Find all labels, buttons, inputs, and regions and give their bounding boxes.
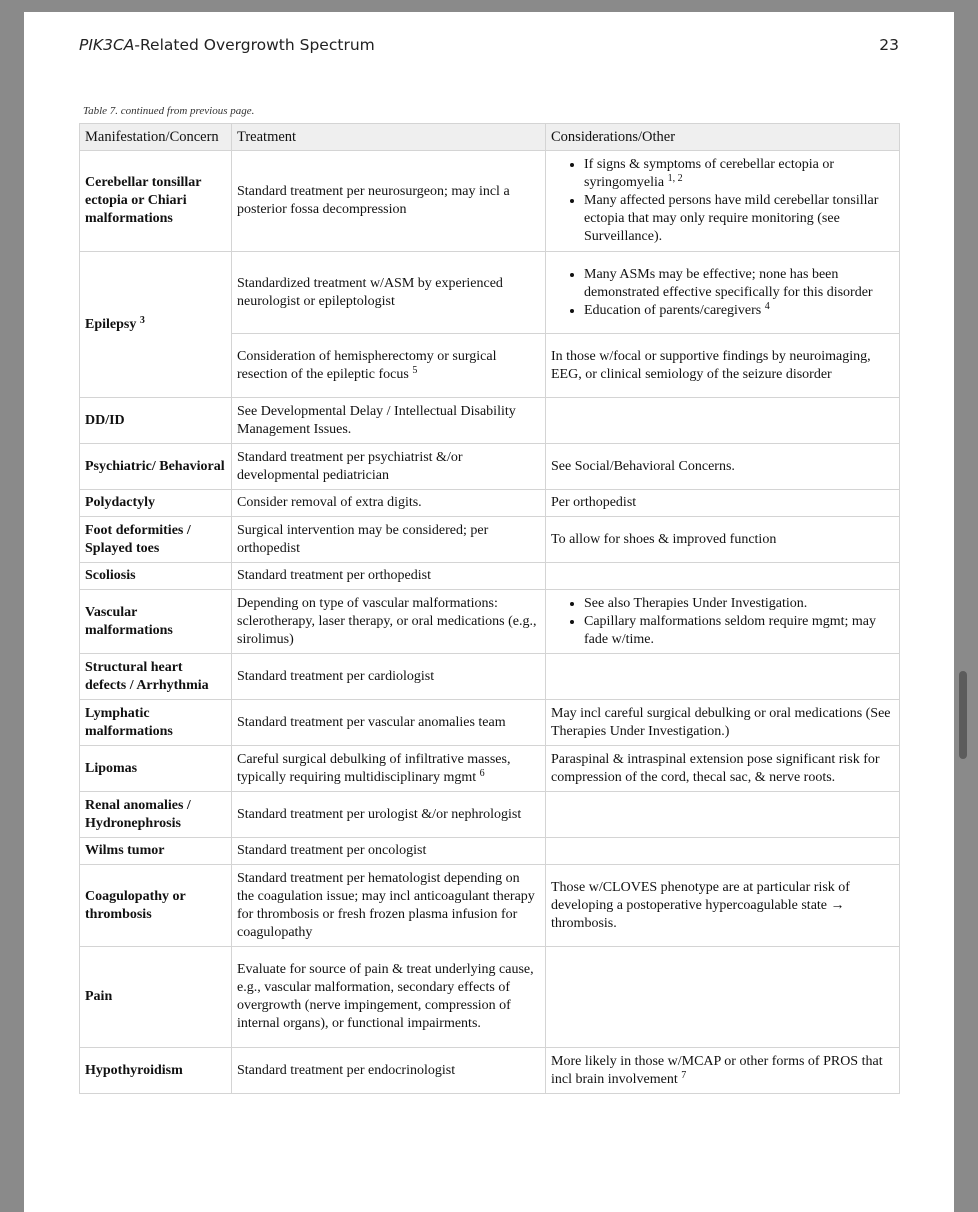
manifestation-cell: Cerebellar tonsillar ectopia or Chiari malformations (80, 151, 232, 252)
considerations-cell (546, 947, 900, 1048)
bullet-list (551, 156, 894, 246)
table-row (80, 792, 900, 838)
manifestation-cell: Foot deformities / Splayed toes (80, 517, 232, 563)
table-row (80, 838, 900, 865)
treatment-cell: Standard treatment per cardiologist (232, 654, 546, 700)
considerations-cell: Paraspinal & intraspinal extension pose significant risk for compression of the cord, thecal sac, & nerve roots. (546, 746, 900, 792)
table-caption: Table 7. continued from previous page. (83, 105, 255, 117)
table-header-row (80, 124, 900, 151)
considerations-cell (546, 563, 900, 590)
treatment-cell: Standard treatment per neurosurgeon; may incl a posterior fossa decompression (232, 151, 546, 252)
manifestation-cell: Lymphatic malformations (80, 700, 232, 746)
considerations-cell: May incl careful surgical debulking or oral medications (See Therapies Under Investigation.) (546, 700, 900, 746)
bullet-list (551, 595, 894, 649)
treatment-cell: Standardized treatment w/ASM by experienced neurologist or epileptologist (232, 252, 546, 334)
list-item: • Many affected persons have mild cerebellar tonsillar ectopia that may only require monitoring (see Surveillance). (584, 192, 894, 246)
considerations-cell (546, 151, 900, 252)
table-row (80, 746, 900, 792)
considerations-cell: Per orthopedist (546, 490, 900, 517)
table-row (80, 563, 900, 590)
list-item: • If signs & symptoms of cerebellar ectopia or syringomyelia $^{1, 2}$ (584, 156, 894, 192)
table-row (80, 151, 900, 252)
manifestation-cell: Scoliosis (80, 563, 232, 590)
treatment-cell: Evaluate for source of pain & treat underlying cause, e.g., vascular malformation, secondary effects of overgrowth (nerve impingement, compression of internal organs), or functional impairments. (232, 947, 546, 1048)
treatment-cell: Standard treatment per hematologist depending on the coagulation issue; may incl anticoagulant therapy for thrombosis or fresh frozen plasma infusion for coagulopathy (232, 865, 546, 947)
treatment-cell: Standard treatment per endocrinologist (232, 1048, 546, 1094)
table-row (80, 590, 900, 654)
considerations-cell: To allow for shoes & improved function (546, 517, 900, 563)
considerations-cell (546, 398, 900, 444)
column-header: Treatment (232, 124, 546, 151)
treatment-cell: Standard treatment per oncologist (232, 838, 546, 865)
treatment-cell: See Developmental Delay / Intellectual Disability Management Issues. (232, 398, 546, 444)
document-page (24, 12, 954, 1212)
running-header: PIK3CA-Related Overgrowth Spectrum (79, 36, 375, 54)
considerations-cell (546, 792, 900, 838)
treatment-cell: Depending on type of vascular malformations: sclerotherapy, laser therapy, or oral medications (e.g., sirolimus) (232, 590, 546, 654)
bullet-list (551, 266, 894, 320)
manifestation-cell: Polydactyly (80, 490, 232, 517)
manifestation-cell: Structural heart defects / Arrhythmia (80, 654, 232, 700)
table-row (80, 444, 900, 490)
manifestation-cell: Psychiatric/ Behavioral (80, 444, 232, 490)
management-table (79, 123, 900, 1094)
manifestation-cell: Lipomas (80, 746, 232, 792)
treatment-cell: Consideration of hemispherectomy or surgical resection of the epileptic focus $^5$ (232, 334, 546, 398)
considerations-cell: More likely in those w/MCAP or other forms of PROS that incl brain involvement $^7$ (546, 1048, 900, 1094)
manifestation-cell: Wilms tumor (80, 838, 232, 865)
considerations-cell (546, 838, 900, 865)
manifestation-cell: Hypothyroidism (80, 1048, 232, 1094)
column-header: Considerations/Other (546, 124, 900, 151)
column-header: Manifestation/Concern (80, 124, 232, 151)
treatment-cell: Careful surgical debulking of infiltrative masses, typically requiring multidisciplinary mgmt $^6$ (232, 746, 546, 792)
table-row (80, 490, 900, 517)
list-item: • Capillary malformations seldom require mgmt; may fade w/time. (584, 613, 894, 649)
treatment-cell: Surgical intervention may be considered; per orthopedist (232, 517, 546, 563)
manifestation-cell: Epilepsy $^3$ (80, 252, 232, 398)
treatment-cell: Standard treatment per psychiatrist &/or developmental pediatrician (232, 444, 546, 490)
table-row (80, 947, 900, 1048)
scrollbar-thumb[interactable] (959, 671, 967, 759)
considerations-cell (546, 590, 900, 654)
treatment-cell: Consider removal of extra digits. (232, 490, 546, 517)
list-item: • See also Therapies Under Investigation. (584, 595, 894, 613)
manifestation-cell: Coagulopathy or thrombosis (80, 865, 232, 947)
considerations-cell: Those w/CLOVES phenotype are at particular risk of developing a postoperative hypercoagulable state → thrombosis. (546, 865, 900, 947)
manifestation-cell: Renal anomalies / Hydronephrosis (80, 792, 232, 838)
table-row (80, 654, 900, 700)
table-row (80, 1048, 900, 1094)
table-row (80, 252, 900, 334)
table-row (80, 517, 900, 563)
table-row (80, 398, 900, 444)
considerations-cell: See Social/Behavioral Concerns. (546, 444, 900, 490)
treatment-cell: Standard treatment per vascular anomalies team (232, 700, 546, 746)
treatment-cell: Standard treatment per urologist &/or nephrologist (232, 792, 546, 838)
manifestation-cell: Vascular malformations (80, 590, 232, 654)
page-number: 23 (879, 36, 899, 54)
considerations-cell (546, 252, 900, 334)
considerations-cell (546, 654, 900, 700)
list-item: • Education of parents/caregivers $^4$ (584, 302, 894, 320)
table-row (80, 700, 900, 746)
treatment-cell: Standard treatment per orthopedist (232, 563, 546, 590)
considerations-cell: In those w/focal or supportive findings by neuroimaging, EEG, or clinical semiology of the seizure disorder (546, 334, 900, 398)
manifestation-cell: Pain (80, 947, 232, 1048)
manifestation-cell: DD/ID (80, 398, 232, 444)
list-item: • Many ASMs may be effective; none has been demonstrated effective specifically for this disorder (584, 266, 894, 302)
table-row (80, 865, 900, 947)
